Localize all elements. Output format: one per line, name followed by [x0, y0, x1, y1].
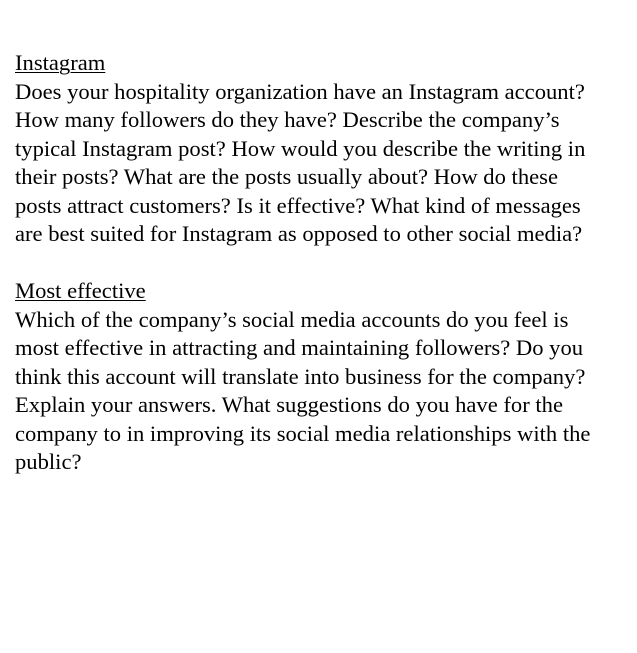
section-heading-instagram: Instagram: [15, 50, 106, 75]
body-line: most effective in attracting and maintaining followers? Do you: [15, 335, 584, 360]
body-line: their posts? What are the posts usually about? How do these: [15, 164, 558, 189]
body-line: How many followers do they have? Describe the company’s: [15, 107, 560, 132]
body-line: think this account will translate into business for the company?: [15, 363, 586, 389]
body-line: public?: [15, 449, 82, 474]
body-line: posts attract customers? Is it effective? What kind of messages: [15, 192, 581, 218]
section-spacer: [15, 249, 637, 278]
body-line: company to in improving its social media relationships with the: [15, 420, 591, 446]
body-line: typical Instagram post? How would you describe the writing in: [15, 135, 586, 161]
body-line: Does your hospitality organization have an Instagram account?: [15, 78, 585, 104]
body-line: Explain your answers. What suggestions do you have for the: [15, 392, 563, 417]
section-most-effective: [15, 277, 637, 477]
body-line: Which of the company’s social media accounts do you feel is: [15, 306, 569, 332]
section-body-instagram: [15, 78, 637, 249]
section-instagram: [15, 49, 637, 249]
document-body: [15, 49, 637, 477]
body-line: are best suited for Instagram as opposed to other social media?: [15, 221, 583, 246]
section-body-most-effective: [15, 306, 637, 477]
section-heading-most-effective: Most effective: [15, 278, 146, 303]
